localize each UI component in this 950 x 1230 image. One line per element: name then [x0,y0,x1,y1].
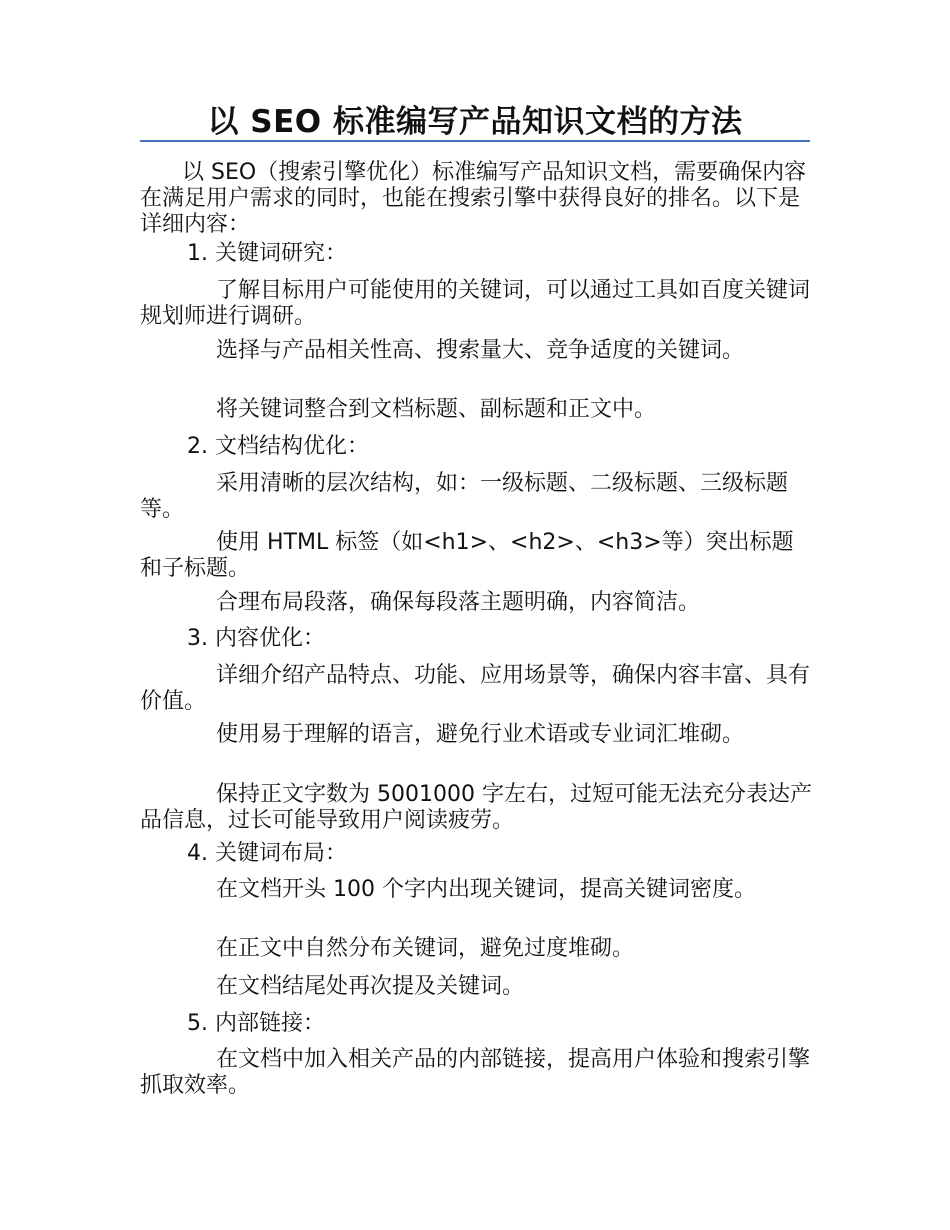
section-heading-keyword-research: 1. 关键词研究： [187,241,347,266]
section-heading-keyword-layout: 4. 关键词布局： [187,841,347,866]
paragraph: 使用 HTML 标签（如<h1>、<h2>、<h3>等）突出标题和子标题。 [140,530,794,581]
paragraph: 在文档开头 100 个字内出现关键词，提高关键词密度。 [216,877,756,902]
title-underline [140,140,810,142]
section-heading-internal-links: 5. 内部链接： [187,1011,325,1036]
paragraph: 使用易于理解的语言，避免行业术语或专业词汇堆砌。 [216,722,745,747]
paragraph: 了解目标用户可能使用的关键词，可以通过工具如百度关键词规划师进行调研。 [140,278,811,329]
paragraph: 保持正文字数为 5001000 字左右，过短可能无法充分表达产品信息，过长可能导致用户阅读疲劳。 [140,782,812,833]
paragraph: 在文档中加入相关产品的内部链接，提高用户体验和搜索引擎抓取效率。 [140,1047,811,1098]
paragraph: 在正文中自然分布关键词，避免过度堆砌。 [216,936,635,961]
paragraph: 选择与产品相关性高、搜索量大、竞争适度的关键词。 [216,338,745,363]
paragraph: 在文档结尾处再次提及关键词。 [216,974,525,999]
paragraph: 采用清晰的层次结构，如：一级标题、二级标题、三级标题等。 [140,471,789,522]
section-heading-content: 3. 内容优化： [187,626,325,651]
intro-paragraph: 以 SEO（搜索引擎优化）标准编写产品知识文档，需要确保内容在满足用户需求的同时，也能在搜索引擎中获得良好的排名。以下是详细内容： [140,160,807,237]
section-heading-structure: 2. 文档结构优化： [187,434,369,459]
paragraph: 合理布局段落，确保每段落主题明确，内容简洁。 [216,590,701,615]
document-title: 以 SEO 标准编写产品知识文档的方法 [207,104,743,140]
paragraph: 详细介绍产品特点、功能、应用场景等，确保内容丰富、具有价值。 [140,663,811,714]
paragraph: 将关键词整合到文档标题、副标题和正文中。 [216,397,657,422]
